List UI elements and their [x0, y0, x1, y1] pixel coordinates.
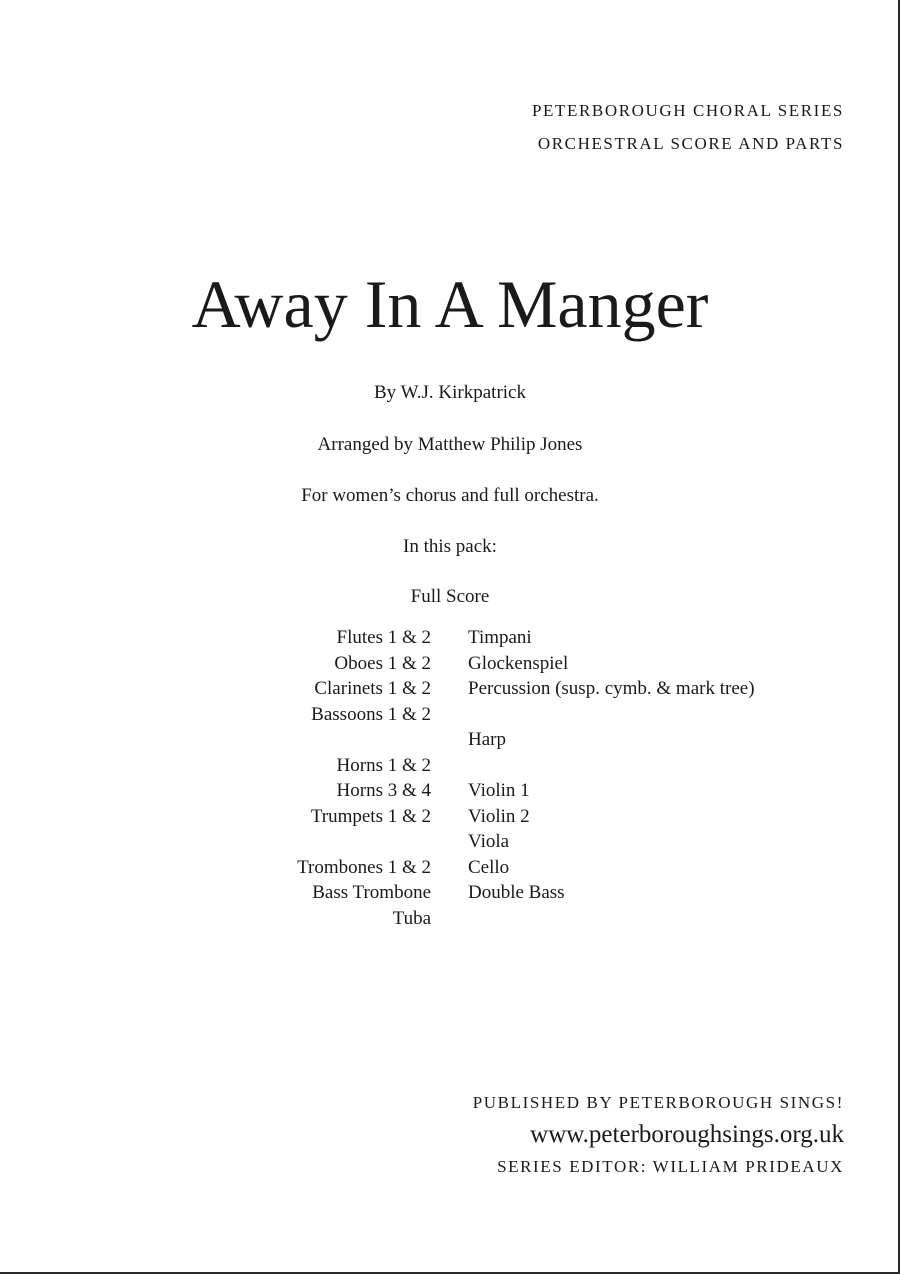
- part-item: Violin 1: [468, 780, 530, 801]
- publisher-line: PUBLISHED BY PETERBOROUGH SINGS!: [472, 1093, 844, 1112]
- series-name: PETERBOROUGH CHORAL SERIES: [531, 101, 844, 120]
- part-item: Oboes 1 & 2: [334, 652, 431, 674]
- part-item: Glockenspiel: [468, 652, 569, 674]
- part-item: Clarinets 1 & 2: [314, 678, 431, 699]
- part-item: Double Bass: [468, 882, 565, 903]
- arranger-credit: Arranged by Matthew Philip Jones: [317, 434, 583, 455]
- series-editor-line: SERIES EDITOR: WILLIAM PRIDEAUX: [497, 1157, 844, 1176]
- part-item: Harp: [468, 729, 506, 750]
- part-item: Trombones 1 & 2: [297, 856, 431, 878]
- piece-title: Away In A Manger: [191, 266, 709, 342]
- part-item: Cello: [468, 856, 510, 878]
- series-subtitle: ORCHESTRAL SCORE AND PARTS: [537, 134, 844, 153]
- full-score-item: Full Score: [410, 586, 490, 607]
- part-spacer: [297, 727, 431, 753]
- part-spacer: [468, 702, 755, 728]
- part-item: Horns 1 & 2: [336, 754, 431, 776]
- part-item: Timpani: [468, 627, 532, 648]
- part-item: Bassoons 1 & 2: [311, 703, 431, 725]
- part-spacer: [297, 829, 431, 855]
- part-item: Percussion (susp. cymb. & mark tree): [468, 678, 755, 699]
- part-item: Bass Trombone: [312, 882, 431, 903]
- part-item: Viola: [468, 831, 510, 852]
- part-item: Tuba: [392, 907, 431, 929]
- parts-list-left: [297, 625, 431, 931]
- scoring-description: For women’s chorus and full orchestra.: [301, 485, 599, 506]
- pack-heading: In this pack:: [403, 536, 497, 557]
- part-item: Flutes 1 & 2: [336, 627, 431, 648]
- part-item: Horns 3 & 4: [336, 780, 431, 801]
- parts-list-right: [468, 625, 755, 906]
- part-spacer: [468, 753, 755, 779]
- publisher-footer: [473, 1088, 844, 1182]
- part-item: Trumpets 1 & 2: [310, 805, 431, 827]
- composer-credit: By W.J. Kirkpatrick: [374, 382, 526, 403]
- series-header: [532, 94, 844, 160]
- part-item: Violin 2: [468, 805, 530, 827]
- website-link[interactable]: www.peterboroughsings.org.uk: [530, 1121, 844, 1148]
